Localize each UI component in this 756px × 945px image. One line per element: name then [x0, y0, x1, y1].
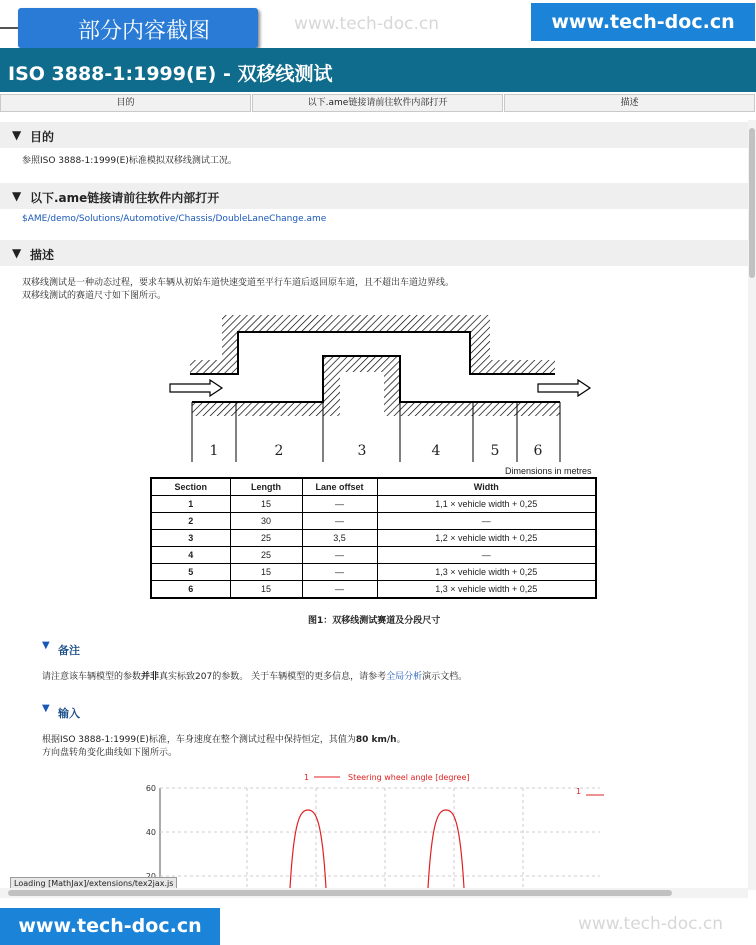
collapse-triangle-icon[interactable]: ▼	[12, 246, 22, 260]
watermark: www.tech-doc.cn	[578, 914, 723, 934]
site-url-badge: www.tech-doc.cn	[0, 908, 220, 945]
table-cell: 1	[151, 496, 230, 513]
table-cell: 1,3 × vehicle width + 0,25	[377, 581, 596, 599]
ame-file-link[interactable]: $AME/demo/Solutions/Automotive/Chassis/DoubleLaneChange.ame	[22, 214, 327, 224]
table-cell: 25	[230, 530, 302, 547]
table-header-cell: Width	[377, 478, 596, 496]
section-dimensions-table	[150, 477, 597, 599]
global-analysis-link[interactable]: 全局分析	[386, 672, 423, 682]
table-row	[151, 547, 596, 564]
table-cell: —	[302, 513, 377, 530]
description-line-1: 双移线测试是一种动态过程，要求车辆从初始车道快速变道至平行车道后返回原车道，且不超出车道边界线。	[22, 278, 455, 288]
section-nav	[0, 94, 756, 112]
y-tick-label: 60	[145, 784, 156, 793]
notes-text-part: 演示文档。	[422, 672, 468, 682]
table-row	[151, 513, 596, 530]
input-text-part: 。	[396, 735, 406, 745]
mathjax-loading-status: Loading [MathJax]/extensions/tex2jax.js	[10, 877, 177, 890]
table-row	[151, 581, 596, 599]
table-cell: 15	[230, 581, 302, 599]
table-header-cell: Section	[151, 478, 230, 496]
dimensions-note: Dimensions in metres	[505, 466, 592, 476]
table-cell: 3,5	[302, 530, 377, 547]
table-row	[151, 530, 596, 547]
table-cell: 1,3 × vehicle width + 0,25	[377, 564, 596, 581]
section-number: 5	[490, 443, 500, 459]
input-line-1	[42, 734, 406, 747]
nav-item-purpose[interactable]: 目的	[0, 94, 251, 112]
section-number: 6	[533, 443, 543, 459]
table-cell: 30	[230, 513, 302, 530]
section-header-description[interactable]	[0, 240, 748, 266]
entry-arrow-icon	[170, 380, 222, 396]
table-header-cell: Length	[230, 478, 302, 496]
purpose-text: 参照ISO 3888-1:1999(E)标准模拟双移线测试工况。	[22, 156, 237, 166]
y-tick-label: 40	[145, 828, 156, 837]
section-number: 2	[274, 443, 284, 459]
collapse-triangle-icon[interactable]: ▼	[12, 128, 22, 142]
collapse-triangle-icon[interactable]: ▼	[12, 189, 22, 203]
section-title-purpose: 目的	[30, 130, 55, 144]
table-cell: 15	[230, 496, 302, 513]
table-cell: 1,1 × vehicle width + 0,25	[377, 496, 596, 513]
table-cell: 15	[230, 564, 302, 581]
table-cell: 25	[230, 547, 302, 564]
table-cell: —	[302, 547, 377, 564]
table-cell: 5	[151, 564, 230, 581]
section-title-ame: 以下.ame链接请前往软件内部打开	[30, 191, 220, 205]
table-row	[151, 496, 596, 513]
section-number: 3	[357, 443, 367, 459]
section-number: 1	[209, 443, 219, 459]
series-line	[290, 810, 326, 888]
series-line	[428, 810, 464, 888]
table-cell: 4	[151, 547, 230, 564]
table-header-cell: Lane offset	[302, 478, 377, 496]
page-title: ISO 3888-1:1999(E) - 双移线测试	[8, 63, 333, 85]
table-header-row	[151, 478, 596, 496]
watermark: www.tech-doc.cn	[294, 14, 439, 34]
description-line-2: 双移线测试的赛道尺寸如下图所示。	[22, 291, 167, 301]
section-number: 4	[431, 443, 441, 459]
table-cell: 2	[151, 513, 230, 530]
table-cell: —	[302, 564, 377, 581]
subsection-title-notes: 备注	[58, 644, 80, 657]
speed-value: 80 km/h	[355, 735, 397, 745]
table-row	[151, 564, 596, 581]
table-cell: —	[377, 513, 596, 530]
legend-label: Steering wheel angle [degree]	[348, 773, 470, 782]
collapse-triangle-icon[interactable]: ▼	[42, 640, 50, 651]
horizontal-scroll-thumb[interactable]	[8, 890, 672, 896]
site-url-badge: www.tech-doc.cn	[531, 3, 755, 41]
vertical-scroll-thumb[interactable]	[749, 128, 755, 278]
subsection-title-input: 输入	[58, 707, 80, 720]
chart-legend	[304, 773, 604, 796]
table-cell: —	[377, 547, 596, 564]
figure-caption: 图1：双移线测试赛道及分段尺寸	[308, 616, 441, 626]
input-text-part: 根据ISO 3888-1:1999(E)标准，车身速度在整个测试过程中保持恒定，其值为	[42, 735, 356, 745]
table-cell: 1,2 × vehicle width + 0,25	[377, 530, 596, 547]
legend-marker: 1	[576, 787, 582, 796]
table-cell: —	[302, 581, 377, 599]
section-header-purpose[interactable]	[0, 122, 748, 148]
legend-marker: 1	[304, 773, 310, 782]
notes-emphasis: 并非	[141, 672, 160, 682]
input-line-2: 方向盘转角变化曲线如下图所示。	[42, 748, 178, 758]
notes-text	[42, 671, 467, 684]
exit-arrow-icon	[538, 380, 590, 396]
steering-chart	[130, 768, 610, 888]
section-title-description: 描述	[30, 248, 55, 262]
nav-item-ame-link[interactable]: 以下.ame链接请前往软件内部打开	[252, 94, 503, 112]
notes-text-part: 请注意该车辆模型的参数	[42, 672, 142, 682]
screenshot-tag-label: 部分内容截图	[78, 19, 211, 44]
table-cell: 6	[151, 581, 230, 599]
notes-text-part: 真实标致207的参数。 关于车辆模型的更多信息，请参考	[159, 672, 387, 682]
nav-item-description[interactable]: 描述	[504, 94, 755, 112]
track-diagram	[160, 310, 610, 475]
table-cell: 3	[151, 530, 230, 547]
collapse-triangle-icon[interactable]: ▼	[42, 703, 50, 714]
table-cell: —	[302, 496, 377, 513]
